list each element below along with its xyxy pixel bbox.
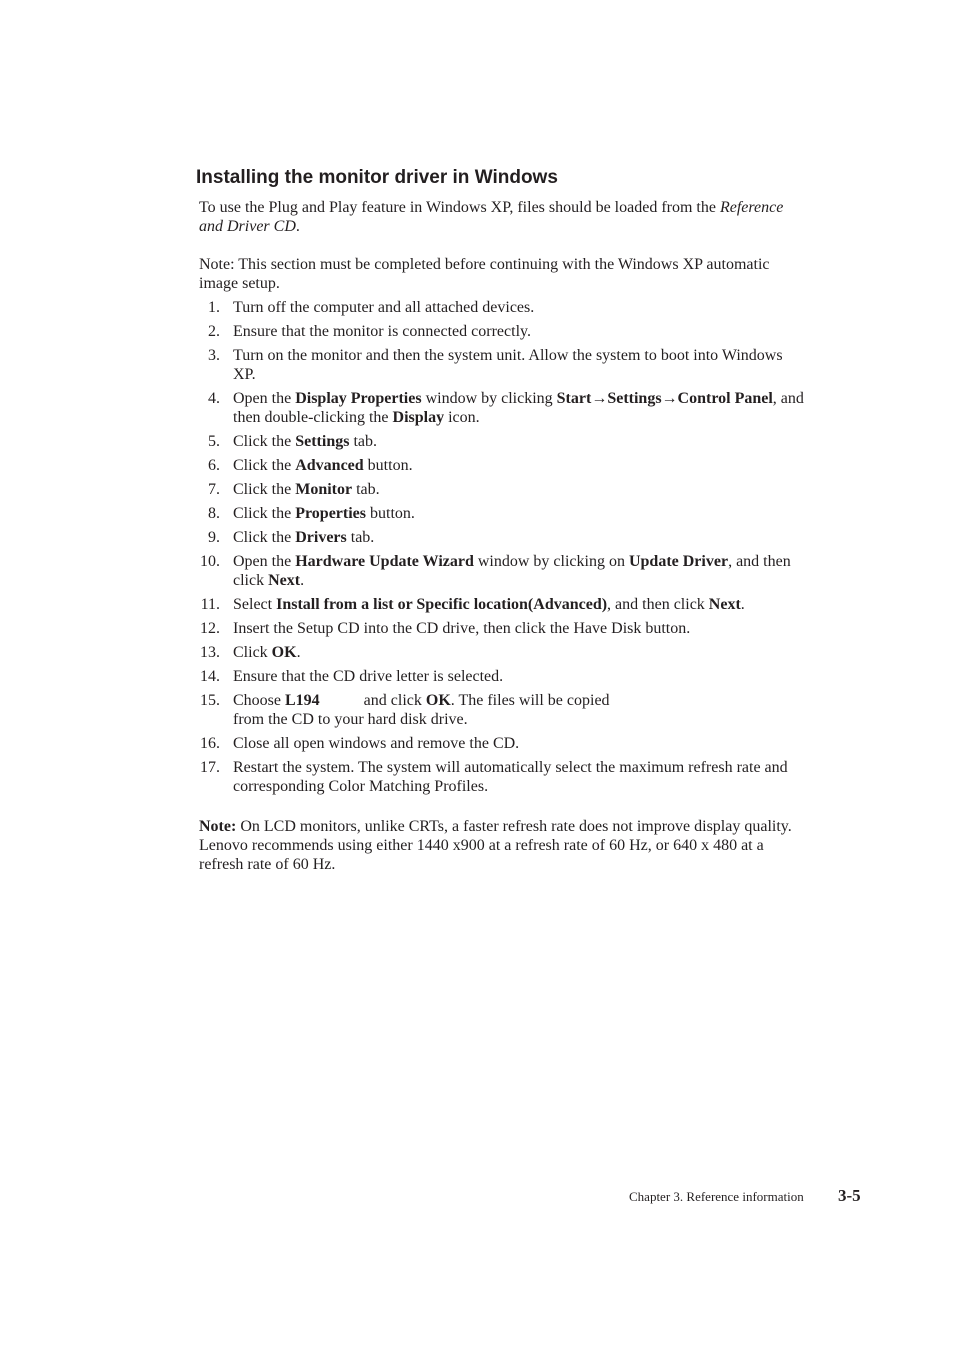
step-item (196, 504, 806, 523)
step-text: Click (233, 644, 272, 661)
step-item (196, 667, 806, 686)
step-number: 2. (208, 323, 220, 340)
step-text: Close all open windows and remove the CD. (233, 735, 520, 752)
step-bold-text: Hardware Update Wizard (295, 553, 474, 570)
step-text: Insert the Setup CD into the CD drive, then click the Have Disk button. (233, 620, 691, 637)
step-item (196, 432, 806, 451)
step-text: window by clicking (421, 390, 557, 407)
step-bold-text: L194 (285, 692, 320, 709)
step-bold-text: Settings (295, 433, 350, 450)
step-bold-text: OK (425, 692, 451, 709)
step-text: Turn on the monitor and then the system unit. Allow the system to boot into Windows XP. (233, 347, 783, 383)
step-item (196, 758, 806, 796)
refresh-rate-note (199, 817, 799, 874)
step-item (196, 691, 806, 729)
step-text: and click (363, 692, 426, 709)
step-number: 8. (208, 505, 220, 522)
step-text: . (296, 644, 301, 661)
step-number: 13. (200, 644, 220, 661)
step-text: Restart the system. The system will automatically select the maximum refresh rate and corresponding Color Matching Profiles. (233, 759, 788, 795)
step-text: Ensure that the monitor is connected correctly. (233, 323, 531, 340)
step-text: Turn off the computer and all attached devices. (233, 299, 535, 316)
step-number: 4. (208, 390, 220, 407)
step-bold-text: Install from a list or Specific location(Advanced) (276, 596, 608, 613)
step-item (196, 734, 806, 753)
step-bold-text: Start→Settings→Control Panel (556, 390, 773, 407)
step-text: Choose (233, 692, 285, 709)
step-text: . (740, 596, 745, 613)
step-bold-text: Advanced (295, 457, 364, 474)
step-text: Click the (233, 505, 296, 522)
step-number: 16. (200, 735, 220, 752)
step-item (196, 552, 806, 590)
step-text: Click the (233, 529, 296, 546)
step-text: Select (233, 596, 277, 613)
step-number: 6. (208, 457, 220, 474)
step-text: from the CD to your hard disk drive. (233, 711, 468, 728)
intro-paragraph (199, 198, 799, 236)
footer-page-number: 3-5 (838, 1186, 861, 1205)
step-text: , and then click (233, 553, 791, 589)
step-text: button. (366, 505, 415, 522)
step-item (196, 322, 806, 341)
step-bold-text: Properties (295, 505, 367, 522)
step-bold-text: Monitor (295, 481, 353, 498)
step-text: Ensure that the CD drive letter is selected. (233, 668, 504, 685)
step-item (196, 643, 806, 662)
step-number: 7. (208, 481, 220, 498)
step-bold-text: Update Driver (628, 553, 729, 570)
section-heading: Installing the monitor driver in Windows (196, 167, 558, 188)
step-number: 3. (208, 347, 220, 364)
step-number: 9. (208, 529, 220, 546)
step-text: . The files will be copied (450, 692, 610, 709)
installation-steps-list (196, 298, 806, 801)
step-item (196, 528, 806, 547)
step-text: button. (363, 457, 413, 474)
step-text: . (300, 572, 305, 589)
step-bold-text: Display Properties (295, 390, 422, 407)
intro-text: To use the Plug and Play feature in Windows XP, files should be loaded from the (199, 199, 720, 216)
step-item (196, 346, 806, 384)
step-item (196, 389, 806, 427)
step-bold-text: Next (268, 572, 301, 589)
step-number: 11. (200, 596, 220, 613)
step-text: Click the (233, 481, 296, 498)
step-number: 15. (200, 692, 220, 709)
step-text: Click the (233, 457, 296, 474)
step-text: icon. (444, 409, 480, 426)
step-item (196, 619, 806, 638)
step-number: 12. (200, 620, 220, 637)
step-bold-text: Display (392, 409, 445, 426)
footer-chapter: Chapter 3. Reference information (629, 1189, 804, 1204)
step-number: 17. (200, 759, 220, 776)
step-bold-text: Drivers (295, 529, 347, 546)
step-text: Click the (233, 433, 296, 450)
step-item (196, 595, 806, 614)
step-text: , and then double-clicking the (233, 390, 804, 426)
step-item (196, 456, 806, 475)
step-bold-text: OK (271, 644, 297, 661)
step-number: 5. (208, 433, 220, 450)
step-text: tab. (346, 529, 375, 546)
step-item (196, 480, 806, 499)
step-number: 1. (208, 299, 220, 316)
intro-cd-name: Reference and Driver CD (199, 199, 784, 235)
prerequisite-note: Note: This section must be completed before continuing with the Windows XP automatic image setup. (199, 256, 770, 292)
step-text: window by clicking on (473, 553, 629, 570)
step-text: , and then click (607, 596, 709, 613)
intro-end: . (295, 218, 300, 235)
step-text: Open the (233, 553, 296, 570)
step-text: Open the (233, 390, 296, 407)
step-item (196, 298, 806, 317)
step-number: 10. (200, 553, 220, 570)
step-text: tab. (349, 433, 377, 450)
note-label: Note: (199, 818, 237, 835)
step-text: tab. (352, 481, 380, 498)
step-number: 14. (200, 668, 220, 685)
step-bold-text: Next (708, 596, 741, 613)
note-text: On LCD monitors, unlike CRTs, a faster refresh rate does not improve display quality. Lenovo recommends using either 1440 x900 at a refresh rate of 60 Hz, or 640 x 480 at a refresh rate of 60 Hz. (199, 818, 792, 873)
